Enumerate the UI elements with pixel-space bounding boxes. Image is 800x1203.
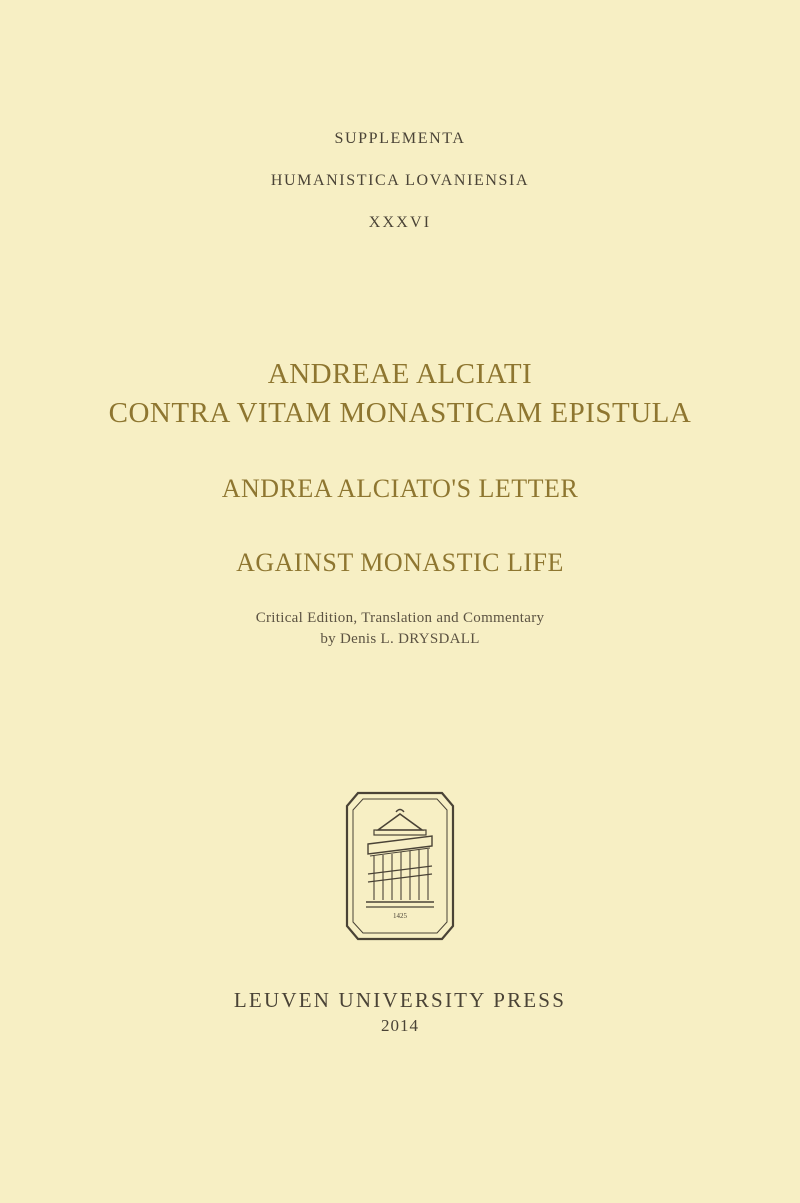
publisher-name: LEUVEN UNIVERSITY PRESS (233, 988, 567, 1012)
publisher-block (0, 986, 800, 1038)
title-english-line-2: AGAINST MONASTIC LIFE (236, 548, 564, 577)
title-latin-line-1: ANDREAE ALCIATI (267, 358, 533, 390)
leuven-university-press-logo-icon (344, 790, 456, 942)
credits-block (0, 608, 800, 650)
series-block (0, 118, 800, 244)
logo-date-label: 1425 (393, 912, 407, 920)
edition-statement: Critical Edition, Translation and Commentary (255, 610, 545, 626)
title-block (0, 355, 800, 581)
publication-year: 2014 (381, 1016, 419, 1035)
title-latin-line-2: CONTRA VITAM MONASTICAM EPISTULA (108, 397, 692, 429)
series-volume-number: XXXVI (368, 214, 432, 231)
title-english-line-1: ANDREA ALCIATO'S LETTER (221, 474, 579, 503)
publisher-logo-wrap (0, 790, 800, 942)
series-line-2: HUMANISTICA LOVANIENSIA (270, 172, 530, 189)
author-statement: by Denis L. DRYSDALL (320, 631, 480, 647)
series-line-1: SUPPLEMENTA (334, 130, 466, 147)
